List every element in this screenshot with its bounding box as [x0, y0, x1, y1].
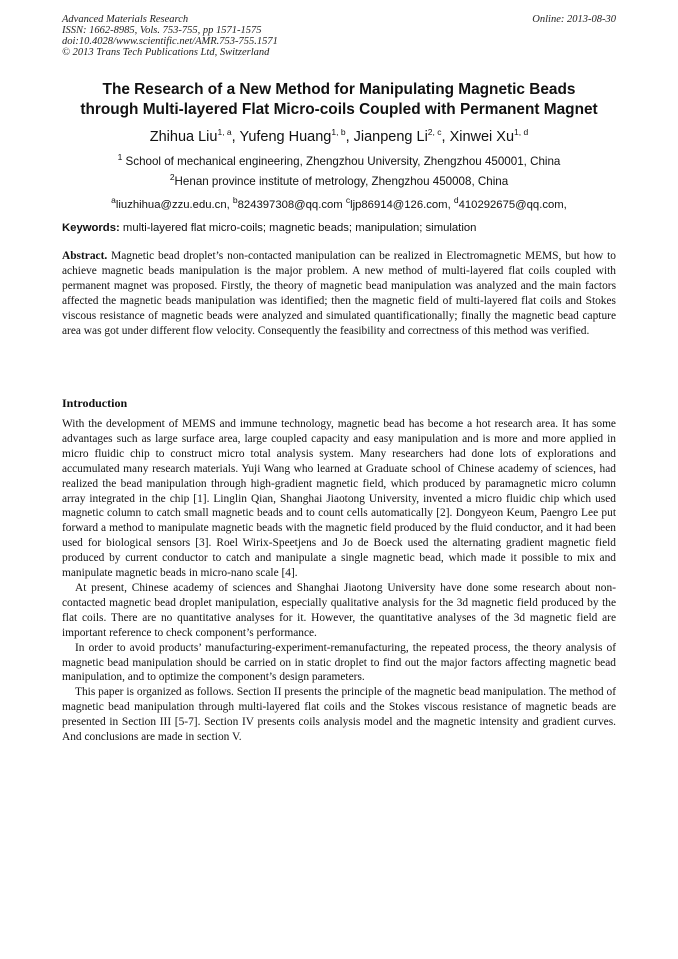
section-heading: Introduction: [62, 396, 128, 410]
affiliation-sup: 2: [169, 172, 175, 182]
author-sup: 2, c: [427, 127, 442, 137]
email-sup: b: [232, 195, 238, 205]
paper-title-line-1: The Research of a New Method for Manipulating Magnetic Beads: [102, 81, 576, 98]
affiliation-sup: 1: [117, 152, 123, 162]
author-list: [40, 122, 638, 147]
author-sep: ,: [231, 128, 240, 145]
abstract-label: Abstract.: [62, 250, 108, 262]
keywords: [62, 221, 616, 235]
author-name: Yufeng Huang: [239, 128, 332, 145]
email: 824397308@qq.com: [237, 198, 346, 211]
journal-header: [62, 14, 278, 58]
journal-issn: ISSN: 1662-8985, Vols. 753-755, pp 1571-1575: [62, 25, 262, 36]
author-name: Jianpeng Li: [353, 128, 428, 145]
journal-doi: doi:10.4028/www.scientific.net/AMR.753-755.1571: [62, 36, 278, 47]
email-sup: c: [345, 195, 351, 205]
affiliation-1: [40, 150, 638, 169]
author-sup: 1, a: [217, 127, 232, 137]
author-emails: [40, 193, 638, 212]
author-sep: ,: [345, 128, 354, 145]
journal-copyright: © 2013 Trans Tech Publications Ltd, Switzerland: [62, 47, 270, 58]
journal-name: Advanced Materials Research: [62, 14, 189, 25]
paper-title: [40, 80, 638, 119]
affiliation-text: Henan province institute of metrology, Zhengzhou 450008, China: [174, 174, 509, 188]
email-sup: d: [453, 195, 459, 205]
author-sup: 1, b: [331, 127, 346, 137]
keywords-label: Keywords:: [62, 222, 120, 234]
affiliation-2: [40, 170, 638, 189]
email: 410292675@qq.com,: [458, 198, 567, 211]
keywords-text: multi-layered flat micro-coils; magnetic beads; manipulation; simulation: [119, 222, 477, 234]
introduction-body: [62, 417, 616, 745]
paper-title-line-2: through Multi-layered Flat Micro-coils Coupled with Permanent Magnet: [80, 100, 598, 118]
online-date: Online: 2013-08-30: [532, 14, 616, 25]
author-sep: ,: [441, 128, 450, 145]
abstract: [62, 249, 616, 338]
paragraph: In order to avoid products’ manufacturing-experiment-remanufacturing, the repeated process, the theory analysis of magnetic bead manipulation should be carried on in static droplet to find out the major factors affecting magnetic bead manipulation, and to optimize the component’s design parameters.: [62, 641, 616, 684]
author-name: Xinwei Xu: [449, 128, 515, 145]
paragraph: At present, Chinese academy of sciences and Shanghai Jiaotong University have done some research about non-contacted magnetic bead droplet manipulation, especially qualitative analysis for the 3d magnetic field produced by the flat coils. There are no quantitative analyses for it. However, the quantitative analyses of the 3d magnetic field are important reference to check component’s performance.: [62, 581, 616, 639]
author-sup: 1, d: [514, 127, 529, 137]
paragraph: With the development of MEMS and immune technology, magnetic bead has become a hot research area. It has some advantages such as large surface area, large coupled capacity and easy manipulation and is more and more applied in micro fluidic chip to construct micro total analysis system. Many researchers had done lots of explorations and accumulated many research materials. Yuji Wang who learned at Graduate school of Chinese academy of sciences, had realized the bead manipulation through high-gradient magnetic field, which produced by paramagnetic micro column array integrated in the chip [1]. Linglin Qian, Shanghai Jiaotong University, invented a micro fluidic chip which used magnetic column to catch small magnetic beads and to count cells automatically [2]. Dongyeon Keum, Paengro Lee put forward a method to manipulate magnetic beads with the magnetic field produced by the fluid conductor, and it had been used for biological sensors [3]. Roel Wirix-Speetjens and Jo de Boeck used the alternating gradient magnetic field produced by current conductor to catch and manipulate a single magnetic bead, which made it possible to mix and manipulate magnetic beads in micro-nano scale [4].: [62, 418, 616, 580]
email-sup: a: [111, 195, 116, 205]
email: ljp86914@126.com,: [350, 198, 454, 211]
affiliation-text: School of mechanical engineering, Zhengzhou University, Zhengzhou 450001, China: [122, 154, 561, 168]
author-name: Zhihua Liu: [149, 128, 218, 145]
paragraph: This paper is organized as follows. Section II presents the principle of the magnetic bead manipulation. The method of magnetic bead manipulation through multi-layered flat coils and the Stokes viscous resistance of magnetic beads are presented in Section III [5-7]. Section IV presents coils analysis model and the magnetic intensity and gradient curves. And conclusions are made in section V.: [62, 686, 616, 744]
abstract-text: Magnetic bead droplet’s non-contacted manipulation can be realized in Electromagnetic MEMS, but how to achieve magnetic beads manipulation is the major problem. A new method of multi-layered flat coils coupled with permanent magnet was proposed. Firstly, the theory of magnetic bead manipulation was analyzed and the main factors affected the magnetic beads manipulation was identified; then the magnetic field of multi-layered flat coils and Stokes viscous resistance of magnetic beads were analyzed and simulated quantificationally; finally the magnetic bead capture area was got under different flow velocity. Consequently the feasibility and correctness of this method was verified.: [62, 250, 616, 337]
email: liuzhihua@zzu.edu.cn,: [115, 198, 233, 211]
